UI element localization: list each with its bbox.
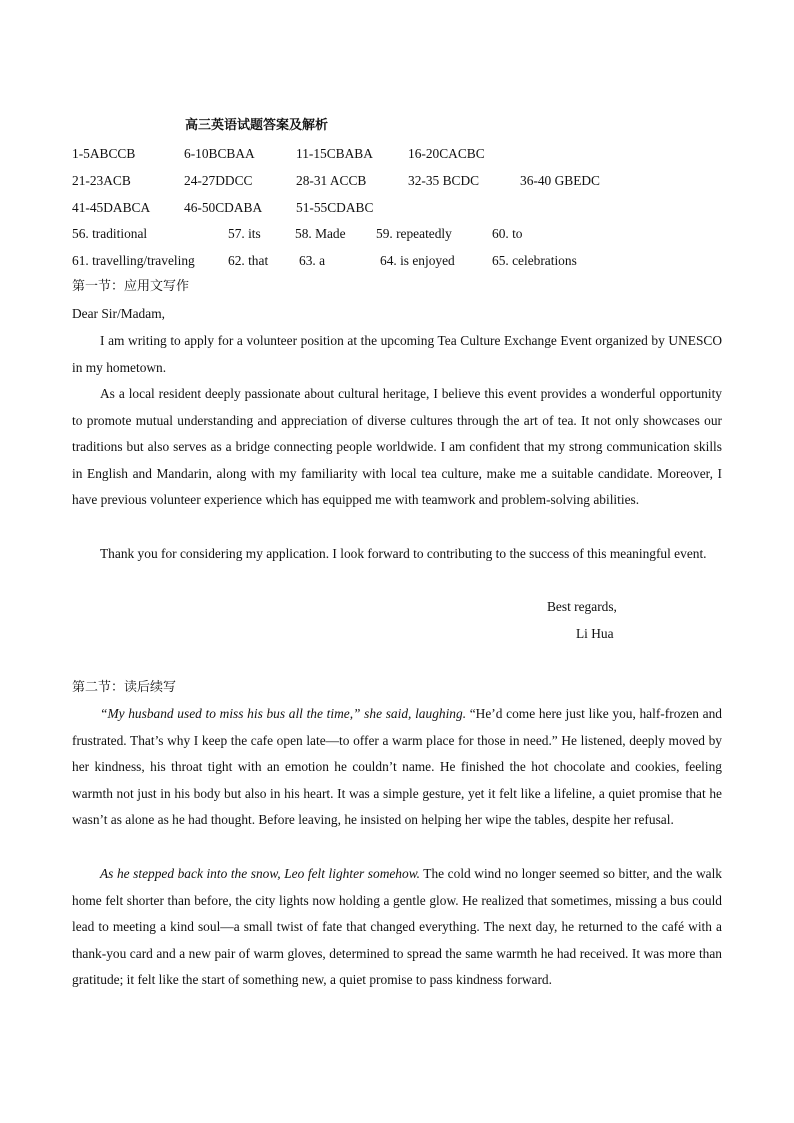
answer-item: 58. Made [295, 226, 346, 241]
answer-group: 11-15CBABA [296, 146, 373, 161]
section-heading-writing: 第一节：应用文写作 [72, 279, 190, 294]
story-paragraph [72, 701, 722, 834]
answer-group: 46-50CDABA [184, 200, 263, 215]
answer-group: 32-35 BCDC [408, 173, 480, 188]
answer-item: 60. to [492, 226, 523, 241]
answer-group: 24-27DDCC [184, 173, 253, 188]
answer-item: 63. a [299, 253, 326, 268]
section-heading-continuation: 第二节：读后续写 [72, 680, 177, 695]
letter-paragraph: Thank you for considering my application. I look forward to contributing to the success of this meaningful event. [100, 546, 707, 561]
letter-greeting: Dear Sir/Madam, [72, 306, 165, 321]
answer-item: 56. traditional [72, 226, 148, 241]
answer-group: 1-5ABCCB [72, 146, 136, 161]
answer-item: 64. is enjoyed [380, 253, 455, 268]
answer-group: 51-55CDABC [296, 200, 374, 215]
story-body: “He’d come here just like you, half-frozen and frustrated. That’s why I keep the cafe open late—to offer a warm place for those in need.” He listened, deeply moved by her kindness, his throat tight with an emotion he couldn’t name. He finished the hot chocolate and cookies, feeling warmth not just in his body but also in his heart. It was a simple gesture, yet it felt like a lifeline, a quiet promise that he wasn’t as alone as he had thought. Before leaving, he insisted on helping her wipe the tables, despite her refusal. [72, 706, 722, 828]
page-title: 高三英语试题答案及解析 [185, 118, 329, 133]
answer-item: 57. its [228, 226, 261, 241]
answer-group: 6-10BCBAA [184, 146, 255, 161]
letter-signature: Li Hua [576, 626, 614, 641]
story-lead-sentence: As he stepped back into the snow, Leo felt lighter somehow. [100, 866, 420, 881]
answer-item: 62. that [228, 253, 269, 268]
answer-item: 59. repeatedly [376, 226, 452, 241]
answer-item: 65. celebrations [492, 253, 577, 268]
letter-paragraph: I am writing to apply for a volunteer position at the upcoming Tea Culture Exchange Event organized by UNESCO in my hometown. [72, 333, 722, 375]
answer-group: 16-20CACBC [408, 146, 485, 161]
letter-closing: Best regards, [547, 599, 617, 614]
answer-group: 21-23ACB [72, 173, 131, 188]
answer-group: 28-31 ACCB [296, 173, 367, 188]
answer-group: 36-40 GBEDC [520, 173, 600, 188]
letter-paragraph: As a local resident deeply passionate about cultural heritage, I believe this event provides a wonderful opportunity to promote mutual understanding and appreciation of diverse cultures through the art of tea. It not only showcases our traditions but also serves as a bridge connecting people worldwide. I am confident that my strong communication skills in English and Mandarin, along with my familiarity with local tea culture, make me a suitable candidate. Moreover, I have previous volunteer experience which has equipped me with teamwork and problem-solving abilities. [72, 386, 722, 508]
story-lead-sentence: “My husband used to miss his bus all the time,” she said, laughing. [100, 706, 467, 721]
answer-group: 41-45DABCA [72, 200, 151, 215]
story-paragraph [72, 861, 722, 994]
answer-item: 61. travelling/traveling [72, 253, 195, 268]
story-body: The cold wind no longer seemed so bitter, and the walk home felt shorter than before, the city lights now holding a gentle glow. He realized that sometimes, missing a bus could lead to meeting a kind soul—a small twist of fate that changed everything. The next day, he returned to the café with a thank-you card and a new pair of warm gloves, determined to spread the same warmth he had received. It was more than gratitude; it felt like the start of something new, a quiet promise to pass kindness forward. [72, 866, 723, 988]
